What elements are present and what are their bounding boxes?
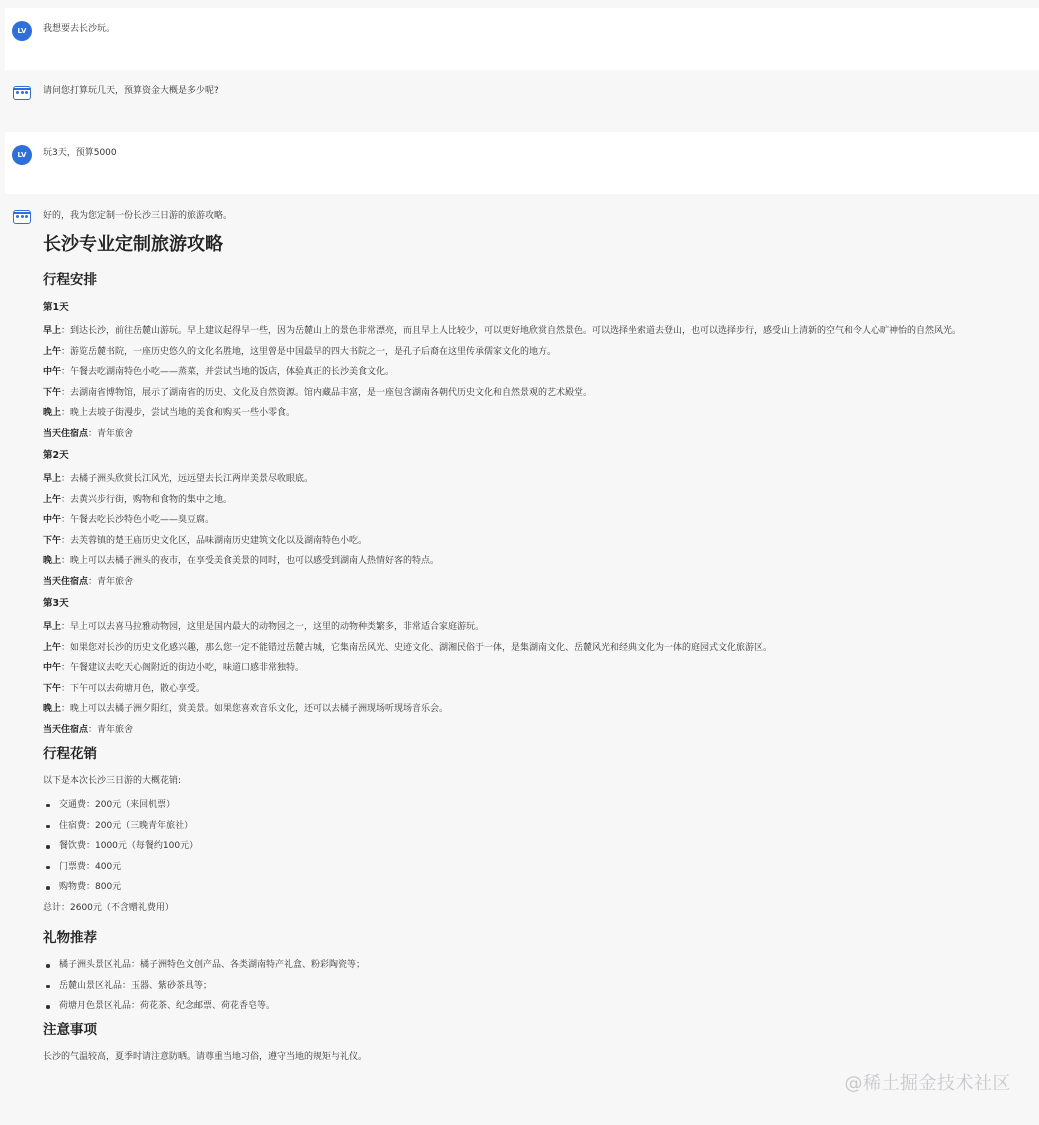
- itinerary-line: 晚上：晚上去坡子街漫步，尝试当地的美食和购买一些小零食。: [43, 408, 296, 419]
- itinerary-heading: 行程安排: [43, 272, 97, 288]
- cost-total: 总计：2600元（不含赠礼费用）: [43, 903, 174, 914]
- list-item: 购物费：800元: [43, 881, 1019, 894]
- itinerary-line: 中午：午餐去吃湖南特色小吃——蒸菜，并尝试当地的饭店，体验真正的长沙美食文化。: [43, 367, 395, 378]
- itinerary-line: 中午：午餐去吃长沙特色小吃——臭豆腐。: [43, 515, 215, 526]
- itinerary-line: 下午：去湖南省博物馆，展示了湖南省的历史、文化及自然资源。馆内藏品丰富，是一座包含湖南各朝代历史文化和自然景观的艺术殿堂。: [43, 387, 593, 398]
- itinerary-line: 上午：去黄兴步行街，购物和食物的集中之地。: [43, 494, 233, 505]
- itinerary-line: 下午：下午可以去荷塘月色，散心享受。: [43, 683, 206, 694]
- user-message: [5, 132, 1039, 194]
- message-text: 我想要去长沙玩。: [43, 24, 116, 34]
- bot-message: [5, 194, 1039, 1064]
- user-avatar: LV: [12, 21, 32, 41]
- cost-heading: 行程花销: [43, 745, 97, 762]
- itinerary-line: 早上：到达长沙，前往岳麓山游玩。早上建议起得早一些，因为岳麓山上的景色非常漂亮，而且早上人比较少，可以更好地欣赏自然景色。可以选择坐索道去登山，也可以选择步行，感受山上清新的空气和令人心旷神怡的自然风光。: [43, 326, 962, 336]
- itinerary-line: 早上：去橘子洲头欣赏长江风光，远远望去长江两岸美景尽收眼底。: [43, 473, 314, 484]
- itinerary-line: 上午：如果您对长沙的历史文化感兴趣，那么您一定不能错过岳麓古城，它集南岳风光、史迹文化、湖湘民俗于一体，是集湖南文化、岳麓风光和经典文化为一体的庭园式文化旅游区。: [43, 642, 773, 653]
- message-text: 玩3天，预算5000: [43, 148, 117, 158]
- day-label: 第2天: [43, 449, 69, 461]
- list-item: 交通费：200元（来回机票）: [43, 799, 1019, 812]
- day-block: [43, 301, 1019, 441]
- message-intro: 好的，我为您定制一份长沙三日游的旅游攻略。: [43, 211, 233, 221]
- list-item: 岳麓山景区礼品：玉器、紫砂茶具等；: [43, 980, 1019, 993]
- user-message: [5, 8, 1039, 70]
- day-label: 第3天: [43, 597, 69, 609]
- gift-list: [43, 959, 1019, 1013]
- cost-list: [43, 799, 1019, 894]
- message-text: 请问您打算玩几天，预算资金大概是多少呢?: [43, 86, 219, 96]
- day-block: [43, 449, 1019, 589]
- user-avatar: LV: [12, 145, 32, 165]
- itinerary-line: 晚上：晚上可以去橘子洲夕阳红，赏美景。如果您喜欢音乐文化，还可以去橘子洲现场听现场音乐会。: [43, 704, 449, 715]
- lodging-line: 当天住宿点：青年旅舍: [43, 576, 134, 587]
- lodging-line: 当天住宿点：青年旅舍: [43, 428, 134, 439]
- bot-message: [5, 70, 1039, 132]
- itinerary-line: 早上：早上可以去喜马拉雅动物园，这里是国内最大的动物园之一，这里的动物种类繁多，非常适合家庭游玩。: [43, 621, 485, 632]
- itinerary-line: 晚上：晚上可以去橘子洲头的夜市，在享受美食美景的同时，也可以感受到湖南人热情好客的特点。: [43, 556, 440, 567]
- itinerary-line: 上午：游览岳麓书院，一座历史悠久的文化名胜地，这里曾是中国最早的四大书院之一，是孔子后裔在这里传承儒家文化的地方。: [43, 346, 557, 357]
- notes-heading: 注意事项: [43, 1022, 97, 1039]
- gift-heading: 礼物推荐: [43, 930, 97, 947]
- day-block: [43, 597, 1019, 737]
- bot-icon: [13, 86, 31, 100]
- watermark: @稀土掘金技术社区: [844, 1073, 1011, 1094]
- itinerary-line: 中午：午餐建议去吃天心阁附近的街边小吃，味道口感非常独特。: [43, 663, 305, 674]
- list-item: 橘子洲头景区礼品：橘子洲特色文创产品、各类湖南特产礼盒、粉彩陶瓷等；: [43, 959, 1019, 972]
- guide-title: 长沙专业定制旅游攻略: [43, 234, 223, 255]
- list-item: 住宿费：200元（三晚青年旅社）: [43, 820, 1019, 833]
- list-item: 荷塘月色景区礼品：荷花茶、纪念邮票、荷花香皂等。: [43, 1000, 1019, 1013]
- lodging-line: 当天住宿点：青年旅舍: [43, 724, 134, 735]
- list-item: 门票费：400元: [43, 861, 1019, 874]
- itinerary-line: 下午：去芙蓉镇的楚王庙历史文化区，品味湖南历史建筑文化以及湖南特色小吃。: [43, 535, 368, 546]
- cost-intro: 以下是本次长沙三日游的大概花销:: [43, 775, 182, 786]
- day-label: 第1天: [43, 302, 69, 313]
- notes-text: 长沙的气温较高，夏季时请注意防晒。请尊重当地习俗，遵守当地的规矩与礼仪。: [43, 1052, 368, 1063]
- bot-icon: [13, 210, 31, 224]
- list-item: 餐饮费：1000元（每餐约100元）: [43, 840, 1019, 853]
